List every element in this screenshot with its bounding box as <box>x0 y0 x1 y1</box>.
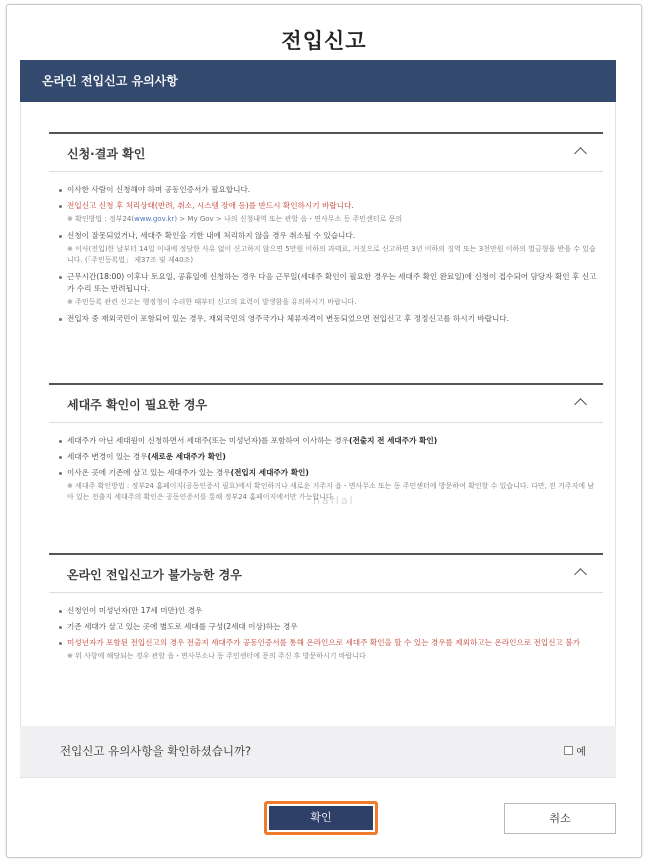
item-text: 이사온 곳에 기존에 살고 있는 세대주가 있는 경우 <box>67 468 231 477</box>
confirm-bar <box>20 726 616 778</box>
section-items <box>49 593 603 662</box>
list-item: 이사한 사람이 신청해야 하며 공동인증서가 필요합니다. <box>57 184 597 196</box>
list-item: 기존 세대가 살고 있는 곳에 별도로 세대를 구성(2세대 이상)하는 경우 <box>57 621 597 633</box>
section-title: 온라인 전입신고가 불가능한 경우 <box>67 568 242 582</box>
list-item-warning: 미성년자가 포함된 전입신고의 경우 전출지 세대주가 공동인증서를 통해 온라인으로 세대주 확인을 할 수 있는 경우를 제외하고는 온라인으로 전입신고 불가 <box>57 637 597 649</box>
chevron-up-icon[interactable] <box>574 147 587 160</box>
note: ※ 세대주 확인방법 : 정부24 홈페이지(공동인증서 필요)에서 확인하거나 새로운 거주지 읍・면사무소 또는 동 주민센터에 방문하여 확인할 수 있습니다. 다만, 전 거주지에 남아 있는 전출지 세대주의 확인은 공동인증서를 통해 정부24 홈페이지에서만 가능합니다. <box>67 482 595 501</box>
confirm-question: 전입신고 유의사항을 확인하셨습니까? <box>60 744 252 758</box>
list-item-warning: 전입신고 신청 후 처리상태(반려, 취소, 시스템 장애 등)를 반드시 확인하시기 바랍니다. <box>57 200 597 212</box>
list-item: 신청이 잘못되었거나, 세대주 확인을 기한 내에 처리하지 않을 경우 취소될 수 있습니다. <box>57 230 597 242</box>
notice-header: 온라인 전입신고 유의사항 <box>20 60 616 102</box>
section-header[interactable] <box>49 383 603 423</box>
chevron-up-icon[interactable] <box>574 568 587 581</box>
item-emphasis: (전출지 전 세대주가 확인) <box>348 436 438 445</box>
list-item: 신청인이 미성년자(만 17세 미만)인 경우 <box>57 605 597 617</box>
section-title: 신청·결과 확인 <box>67 147 146 161</box>
chevron-up-icon[interactable] <box>574 398 587 411</box>
section-header[interactable] <box>49 553 603 593</box>
confirm-checkbox[interactable] <box>564 746 573 755</box>
note-text: ※ 확인방법 : 정부24( <box>67 215 135 223</box>
section-online-unavailable <box>49 553 603 667</box>
ok-button[interactable] <box>264 801 378 835</box>
ok-button-label[interactable]: 확인 <box>269 806 373 830</box>
section-application-result <box>49 132 603 329</box>
cancel-button[interactable]: 취소 <box>504 803 616 834</box>
confirm-checkbox-label[interactable]: 예 <box>576 747 586 758</box>
list-item <box>57 451 597 463</box>
section-householder-confirm <box>49 383 603 508</box>
item-text: 세대주 변경이 있는 경우 <box>67 452 148 461</box>
note: ※ 이사(전입)한 날부터 14일 이내에 정당한 사유 없이 신고하지 않으면 5만원 이하의 과태료, 거짓으로 신고하면 3년 이하의 징역 또는 3천만원 이하의 벌금형을 받을 수 있습니다. (「주민등록법」 제37조 및 제40조) <box>67 245 596 264</box>
note-text: ) > My Gov > 나의 신청내역 또는 관할 읍・면사무소 등 주민센터로 문의 <box>174 215 403 223</box>
list-item: 전입자 중 재외국민이 포함되어 있는 경우, 재외국민의 영주국가나 체류자격이 변동되었으면 전입신고 후 정정신고를 하시기 바랍니다. <box>57 313 597 325</box>
list-item: 근무시간(18:00) 이후나 토요일, 공휴일에 신청하는 경우 다음 근무일(세대주 확인이 필요한 경우는 세대주 확인 완료일)에 신청이 접수되어 담당자 확인 후 신고가 수리 또는 반려됩니다. <box>57 271 597 295</box>
section-items <box>49 423 603 503</box>
section-header[interactable] <box>49 132 603 172</box>
watermark: hallal <box>313 494 355 507</box>
notice-body[interactable] <box>20 102 616 726</box>
list-item <box>57 467 597 479</box>
dialog-title: 전입신고 <box>281 29 367 53</box>
note: ※ 위 사항에 해당되는 경우 관할 읍・면사무소나 동 주민센터에 문의 주신 후 방문하시기 바랍니다 <box>67 652 366 660</box>
item-emphasis: (전입지 세대주가 확인) <box>230 468 309 477</box>
note: ※ 주민등록 관련 신고는 행정청이 수리한 때부터 신고의 효력이 발생함을 유의하시기 바랍니다. <box>67 298 357 306</box>
list-item <box>57 435 597 447</box>
section-title: 세대주 확인이 필요한 경우 <box>67 398 208 412</box>
item-emphasis: (새로운 세대주가 확인) <box>147 452 226 461</box>
item-text: 세대주가 아닌 세대원이 신청하면서 세대주(또는 미성년자)를 포함하여 이사하는 경우 <box>67 436 349 445</box>
note <box>57 214 597 225</box>
section-items <box>49 172 603 325</box>
gov24-link[interactable]: www.gov.kr <box>134 215 175 223</box>
confirm-checkbox-wrap[interactable] <box>564 743 586 758</box>
